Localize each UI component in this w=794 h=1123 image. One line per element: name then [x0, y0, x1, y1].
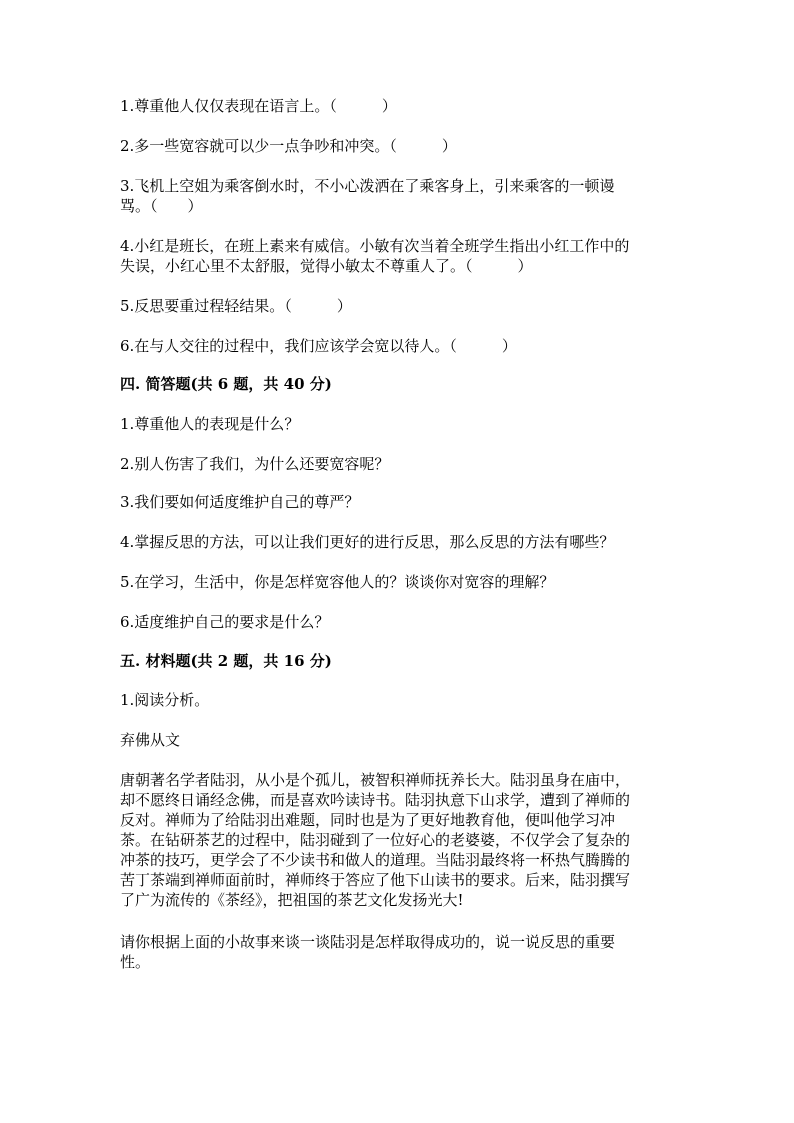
- short-answer-item-1: 1.尊重他人的表现是什么？: [120, 415, 300, 433]
- judgment-item-2: 2.多一些宽容就可以少一点争吵和冲突。（ ）: [120, 137, 457, 155]
- judgment-item-5: 5.反思要重过程轻结果。（ ）: [120, 297, 352, 315]
- judgment-item-3-line-1: 3.飞机上空姐为乘客倒水时，不小心泼洒在了乘客身上，引来乘客的一顿谩: [120, 177, 615, 195]
- judgment-item-3-line-2: 骂。（ ）: [120, 197, 203, 215]
- section-heading-short-answer: 四. 简答题(共 6 题，共 40 分): [120, 375, 332, 393]
- section-heading-material: 五. 材料题(共 2 题，共 16 分): [120, 652, 332, 670]
- story-line-4: 茶。在钻研茶艺的过程中，陆羽碰到了一位好心的老婆婆，不仅学会了复杂的: [120, 831, 631, 849]
- short-answer-item-4: 4.掌握反思的方法，可以让我们更好的进行反思，那么反思的方法有哪些？: [120, 533, 615, 551]
- story-line-5: 冲茶的技巧，更学会了不少读书和做人的道理。当陆羽最终将一杯热气腾腾的: [120, 851, 631, 869]
- story-line-1: 唐朝著名学者陆羽，从小是个孤儿，被智积禅师抚养长大。陆羽虽身在庙中，: [120, 771, 631, 789]
- material-question-1: 1.阅读分析。: [120, 691, 210, 709]
- judgment-item-1: 1.尊重他人仅仅表现在语言上。（ ）: [120, 97, 397, 115]
- short-answer-item-3: 3.我们要如何适度维护自己的尊严？: [120, 493, 360, 511]
- short-answer-item-5: 5.在学习，生活中，你是怎样宽容他人的？谈谈你对宽容的理解？: [120, 573, 555, 591]
- material-question-line-2: 性。: [120, 953, 151, 971]
- story-line-3: 反对。禅师为了给陆羽出难题，同时也是为了更好地教育他，便叫他学习冲: [120, 811, 616, 829]
- judgment-item-6: 6.在与人交往的过程中，我们应该学会宽以待人。（ ）: [120, 337, 517, 355]
- short-answer-item-2: 2.别人伤害了我们，为什么还要宽容呢？: [120, 455, 390, 473]
- story-line-7: 了广为流传的《茶经》，把祖国的茶艺文化发扬光大!: [120, 891, 464, 909]
- short-answer-item-6: 6.适度维护自己的要求是什么？: [120, 613, 330, 631]
- story-line-6: 苦丁茶端到禅师面前时，禅师终于答应了他下山读书的要求。后来，陆羽撰写: [120, 871, 631, 889]
- story-title: 弃佛从文: [120, 731, 181, 749]
- judgment-item-4-line-1: 4.小红是班长，在班上素来有威信。小敏有次当着全班学生指出小红工作中的: [120, 237, 630, 255]
- material-question-line-1: 请你根据上面的小故事来谈一谈陆羽是怎样取得成功的，说一说反思的重要: [120, 933, 616, 951]
- judgment-item-4-line-2: 失误，小红心里不太舒服，觉得小敏太不尊重人了。（ ）: [120, 257, 533, 275]
- story-line-2: 却不愿终日诵经念佛，而是喜欢吟读诗书。陆羽执意下山求学，遭到了禅师的: [120, 791, 631, 809]
